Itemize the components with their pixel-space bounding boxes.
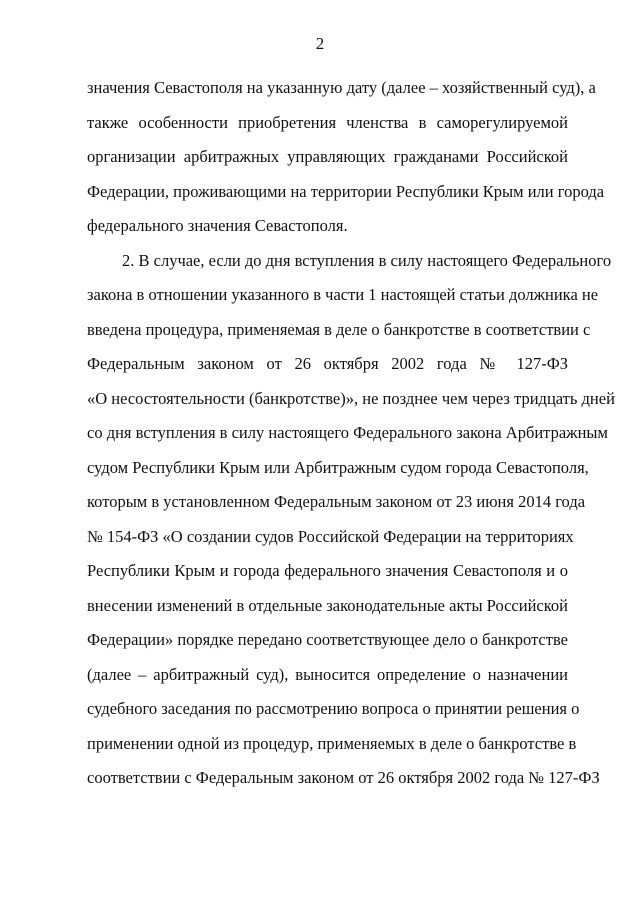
text-line: федерального значения Севастополя.	[87, 216, 348, 235]
text-line: которым в установленном Федеральным законом от 23 июня 2014 года	[87, 492, 586, 511]
paragraph-1	[87, 71, 605, 244]
text-line: со дня вступления в силу настоящего Федерального закона Арбитражным	[87, 423, 608, 442]
text-line: также особенности приобретения членства в саморегулируемой	[87, 112, 568, 132]
text-line: введена процедура, применяемая в деле о банкротстве в соответствии с	[87, 319, 591, 339]
text-line: закона в отношении указанного в части 1 настоящей статьи должника не	[87, 285, 599, 304]
page-number: 2	[315, 34, 325, 53]
text-line: соответствии с Федеральным законом от 26 октября 2002 года № 127-ФЗ	[87, 768, 600, 787]
text-line: 2. В случае, если до дня вступления в силу настоящего Федерального	[122, 250, 612, 270]
text-line: (далее – арбитражный суд), выносится определение о назначении	[87, 664, 568, 684]
text-line: № 154-ФЗ «О создании судов Российской Федерации на территориях	[87, 526, 574, 546]
text-line: Федерации, проживающими на территории Республики Крым или города	[87, 181, 605, 201]
text-line: внесении изменений в отдельные законодательные акты Российской	[87, 595, 568, 615]
text-line: судебного заседания по рассмотрению вопроса о принятии решения о	[87, 699, 580, 718]
text-line: Федеральным законом от 26 октября 2002 года № 127-ФЗ	[87, 354, 568, 373]
paragraph-2	[87, 244, 615, 796]
text-line: судом Республики Крым или Арбитражным судом города Севастополя,	[87, 457, 589, 477]
text-line: организации арбитражных управляющих гражданами Российской	[87, 147, 568, 166]
text-line: Федерации» порядке передано соответствующее дело о банкротстве	[87, 630, 568, 649]
text-line: «О несостоятельности (банкротстве)», не позднее чем через тридцать дней	[87, 388, 615, 408]
text-line: значения Севастополя на указанную дату (далее – хозяйственный суд), а	[87, 78, 596, 97]
document-body	[87, 71, 615, 796]
text-line: применении одной из процедур, применяемых в деле о банкротстве в	[87, 733, 577, 753]
text-line: Республики Крым и города федерального значения Севастополя и о	[87, 561, 568, 580]
